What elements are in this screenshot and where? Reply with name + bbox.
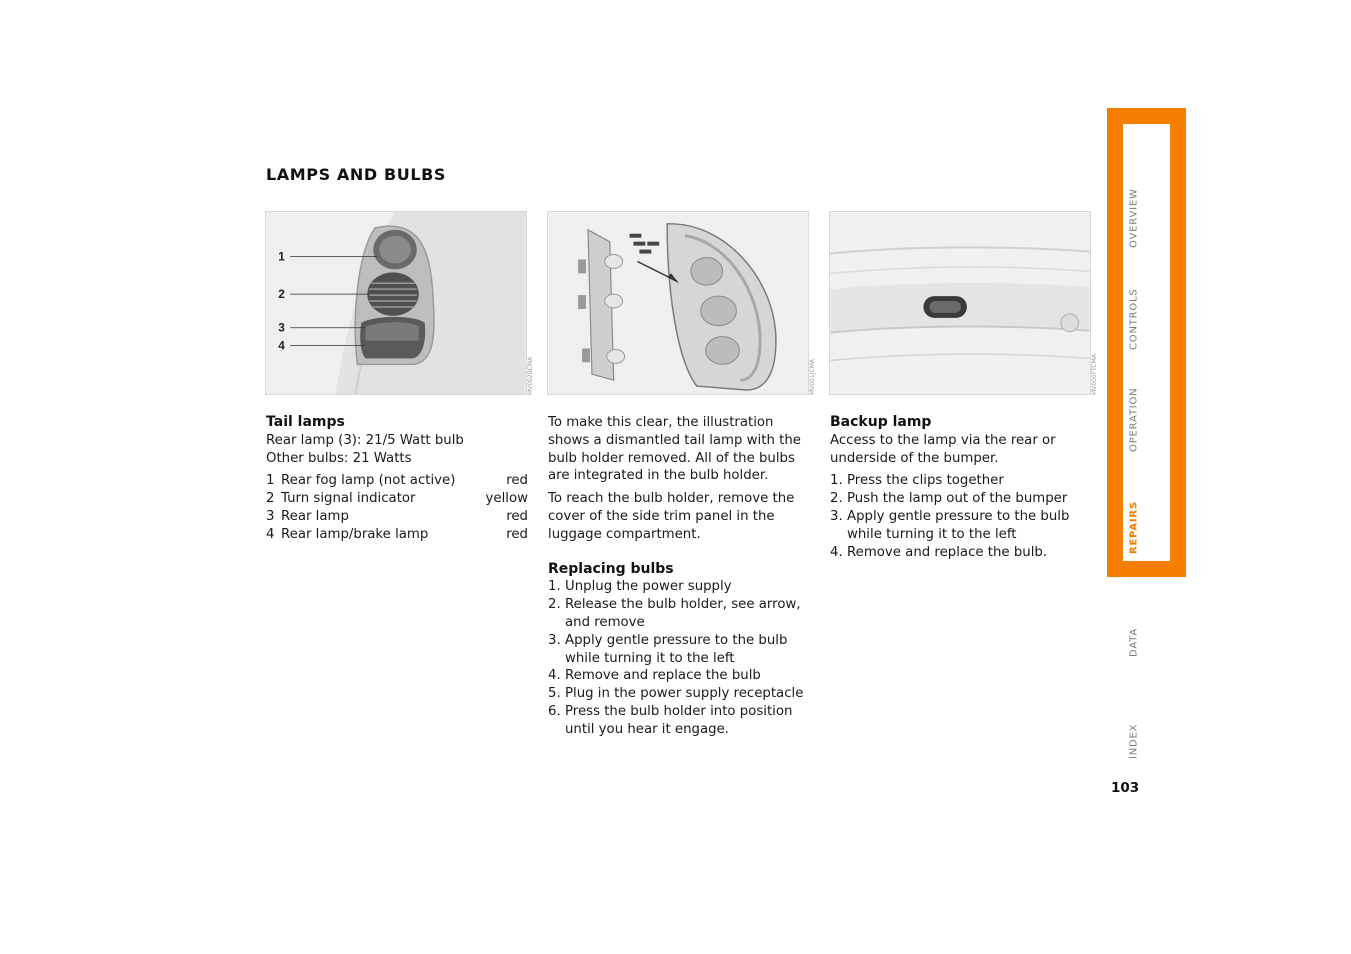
list-item: 3. Apply gentle pressure to the bulb while turning it to the left — [830, 508, 1070, 542]
list-item: 1. Press the clips together — [830, 473, 1004, 489]
backup-lamp-figure — [829, 211, 1091, 395]
list-item: 1. Unplug the power supply — [548, 579, 732, 595]
list-item: 6. Press the bulb holder into position until you hear it engage. — [548, 703, 793, 737]
backup-lamp-heading: Backup lamp — [830, 414, 932, 430]
tab-index[interactable]: INDEX — [1128, 723, 1140, 759]
callout-4: 4 — [278, 338, 285, 353]
list-item: 4. Remove and replace the bulb. — [830, 544, 1048, 560]
bulb-color: red — [506, 508, 528, 524]
bulb-holder-figure — [547, 211, 809, 395]
bulb-row — [266, 526, 528, 544]
tail-lamp-figure — [265, 211, 527, 395]
backup-lamp-section — [830, 414, 1100, 561]
bulb-list — [266, 472, 528, 543]
tab-operation[interactable]: OPERATION — [1128, 387, 1140, 452]
replacing-bulbs-heading: Replacing bulbs — [548, 560, 674, 577]
backup-steps — [830, 472, 1100, 561]
bulb-number: 4 — [266, 526, 275, 542]
callout-3: 3 — [278, 320, 285, 335]
backup-lamp-note: Access to the lamp via the rear or underside of the bumper. — [830, 432, 1056, 466]
figure-code: MV001JCMA — [809, 359, 816, 395]
tail-lamps-heading: Tail lamps — [266, 414, 345, 430]
replacing-steps — [548, 578, 818, 738]
callout-2: 2 — [278, 287, 285, 302]
list-item: 2. Push the lamp out of the bumper — [830, 491, 1068, 507]
bulb-row — [266, 472, 528, 490]
bulb-row — [266, 508, 528, 526]
tab-repairs[interactable]: REPAIRS — [1128, 501, 1140, 554]
access-note: To reach the bulb holder, remove the cover of the side trim panel in the luggage compartment. — [548, 491, 795, 542]
bulb-color: red — [506, 526, 528, 542]
tail-lamps-line2: Other bulbs: 21 Watts — [266, 450, 412, 466]
bulb-color: red — [506, 473, 528, 489]
bulb-name: Rear fog lamp (not active) — [281, 473, 456, 489]
bulb-number: 2 — [266, 491, 275, 507]
bulb-color: yellow — [485, 491, 528, 507]
list-item: 5. Plug in the power supply receptacle — [548, 686, 804, 702]
list-item: 3. Apply gentle pressure to the bulb while turning it to the left — [548, 632, 788, 666]
tab-controls[interactable]: CONTROLS — [1128, 288, 1140, 350]
illustration-note: To make this clear, the illustration shows a dismantled tail lamp with the bulb holder removed. All of the bulbs are integrated in the bulb holder. — [548, 415, 801, 484]
tail-lamps-line1: Rear lamp (3): 21/5 Watt bulb — [266, 432, 464, 448]
bulb-name: Rear lamp/brake lamp — [281, 526, 429, 542]
tail-lamps-section — [266, 414, 528, 544]
list-item: 2. Release the bulb holder, see arrow, and remove — [548, 597, 801, 630]
replacing-bulbs-section — [548, 414, 818, 739]
tab-data[interactable]: DATA — [1128, 628, 1140, 657]
tab-overview[interactable]: OVERVIEW — [1128, 188, 1140, 248]
bulb-number: 1 — [266, 473, 275, 489]
figure-code: MV000FTCMA — [1091, 354, 1098, 395]
bulb-number: 3 — [266, 508, 275, 524]
page-number: 103 — [1111, 780, 1140, 796]
figure-code: MV002BCMA — [527, 356, 534, 395]
bulb-row — [266, 490, 528, 508]
list-item: 4. Remove and replace the bulb — [548, 668, 761, 684]
page-title: LAMPS AND BULBS — [266, 165, 447, 184]
bulb-name: Rear lamp — [281, 508, 349, 524]
bulb-name: Turn signal indicator — [281, 491, 416, 507]
callout-1: 1 — [278, 249, 285, 264]
